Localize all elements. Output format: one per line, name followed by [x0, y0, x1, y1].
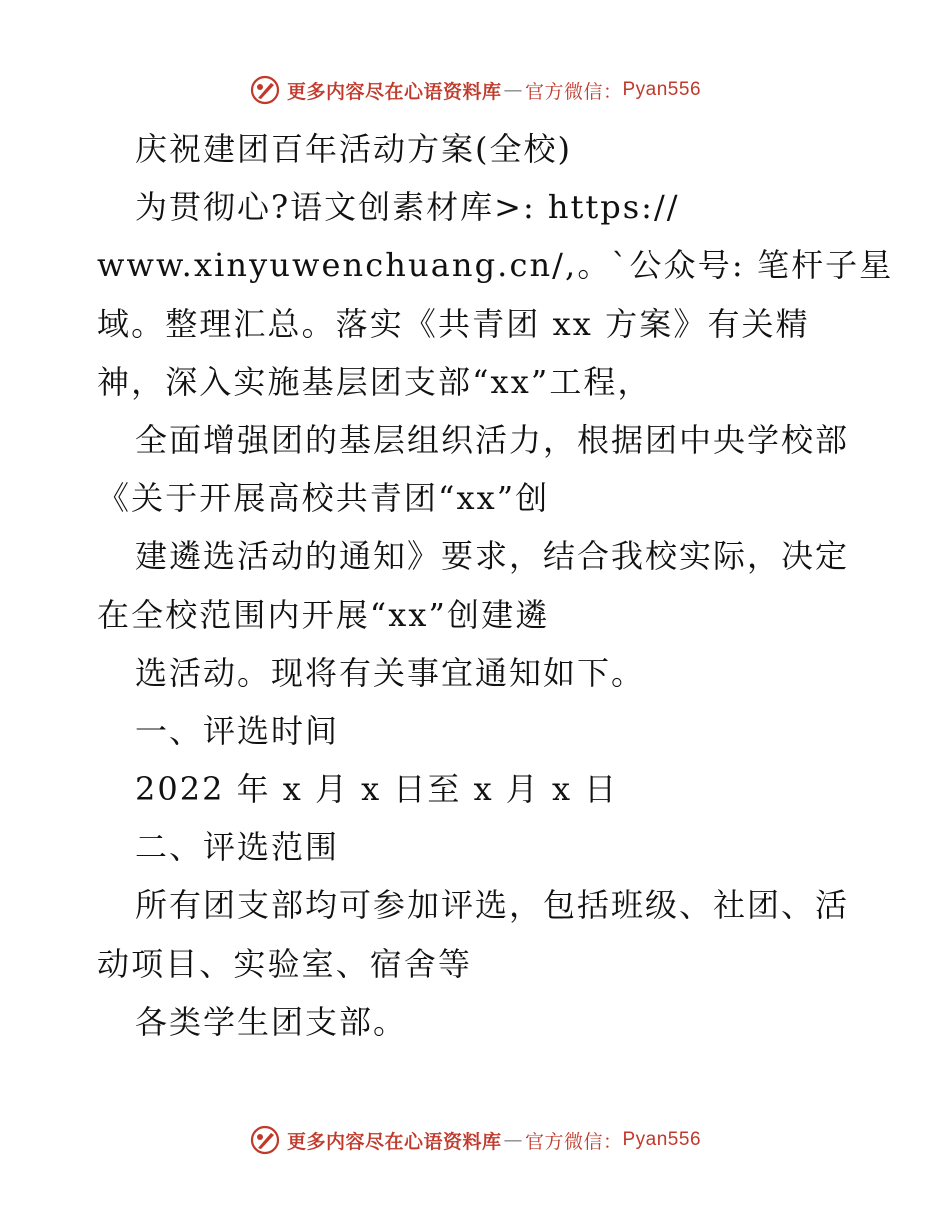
paragraph-line: 为贯彻心?语文创素材库>: https://: [135, 188, 680, 227]
section-heading: 一、评选时间: [135, 711, 340, 750]
banner-wechat-label: 官方微信：: [524, 80, 623, 103]
paragraph-line: 选活动。现将有关事宜通知如下。: [135, 653, 646, 692]
banner-wechat-id: Pyan556: [622, 79, 702, 100]
quill-pen-circle-icon: [249, 1124, 281, 1156]
paragraph-line: 在全校范围内开展“xx”创建遴: [97, 595, 550, 634]
paragraph-line: 各类学生团支部。: [135, 1002, 408, 1041]
document-title: 庆祝建团百年活动方案(全校): [135, 130, 572, 168]
paragraph-line: 全面增强团的基层组织活力，根据团中央学校部: [135, 420, 850, 459]
banner-label: 更多内容尽在心语资料库: [286, 1130, 502, 1153]
paragraph-line: 域。整理汇总。落实《共青团 xx 方案》有关精: [97, 304, 810, 343]
paragraph-line: 动项目、实验室、宿舍等: [97, 944, 473, 983]
footer-banner: [0, 1120, 950, 1160]
paragraph-line: 2022 年 x 月 x 日至 x 月 x 日: [135, 770, 619, 809]
section-heading: 二、评选范围: [135, 828, 340, 867]
paragraph-line: 《关于开展高校共青团“xx”创: [97, 479, 550, 518]
header-banner: [0, 70, 950, 110]
banner-dash: —: [503, 79, 523, 101]
banner-dash: —: [503, 1129, 523, 1151]
banner-label: 更多内容尽在心语资料库: [286, 80, 502, 103]
banner-wechat-label: 官方微信：: [524, 1130, 623, 1153]
document-body: [97, 120, 894, 1051]
banner-wechat-id: Pyan556: [622, 1129, 702, 1150]
paragraph-line: www.xinyuwenchuang.cn/,。`公众号: 笔杆子星: [97, 246, 894, 285]
paragraph-line: 建遴选活动的通知》要求，结合我校实际，决定: [135, 537, 850, 576]
paragraph-line: 所有团支部均可参加评选，包括班级、社团、活: [135, 886, 850, 925]
quill-pen-circle-icon: [249, 74, 281, 106]
paragraph-line: 神，深入实施基层团支部“xx”工程，: [97, 362, 652, 401]
